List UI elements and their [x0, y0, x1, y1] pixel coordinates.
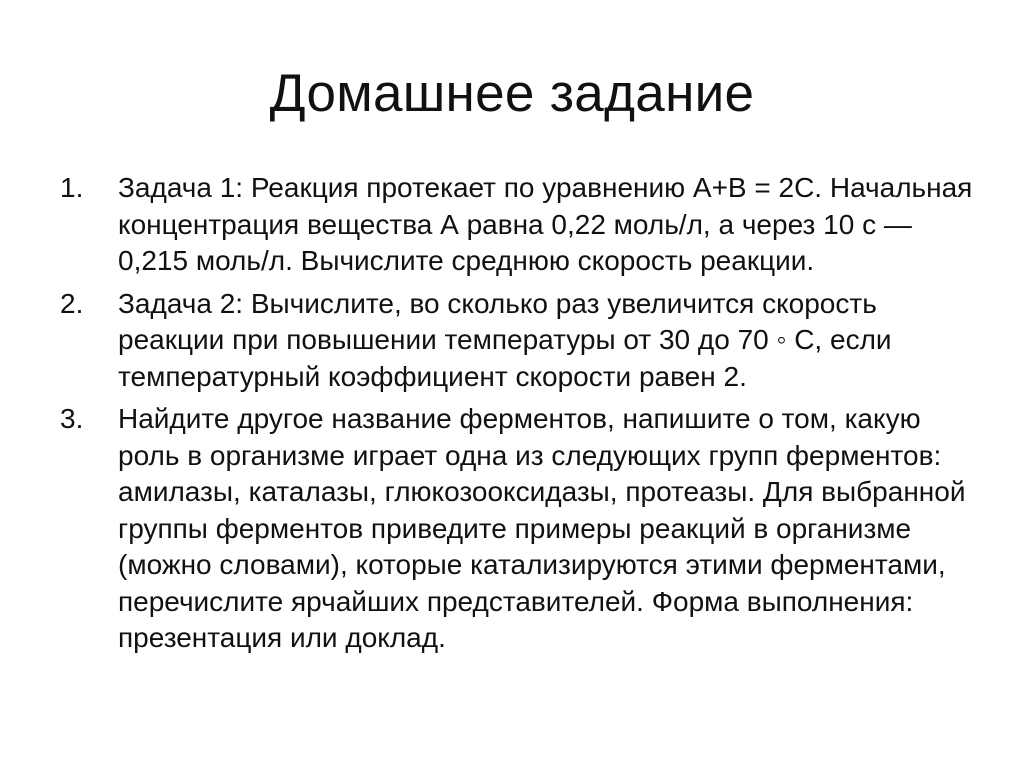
task-number: 1. — [60, 172, 84, 203]
slide-title: Домашнее задание — [269, 64, 755, 123]
task-text: Задача 2: Вычислите, во сколько раз увеличится скорость реакции при повышении температуры от 30 до 70 ◦ С, если температурный коэффициент скорости равен 2. — [118, 287, 892, 392]
task-item-2 — [60, 286, 980, 396]
task-list — [60, 170, 980, 663]
task-number: 2. — [60, 287, 84, 319]
task-item-1 — [60, 170, 980, 280]
task-text: Задача 1: Реакция протекает по уравнению А+В = 2С. Начальная концентрация вещества А равна 0,22 моль/л, а через 10 с — 0,215 моль/л. Вычислите среднюю скорость реакции. — [118, 172, 973, 276]
task-text: Найдите другое название ферментов, напишите о том, какую роль в организме играет одна из следующих групп ферментов: амилазы, каталазы, глюкозооксидазы, протеазы. Для выбранной группы ферментов приведите примеры реакций в организме (можно словами), которые катализируются этими ферментами, перечислите ярчайших представителей. Форма выполнения: презентация или доклад. — [118, 403, 966, 653]
task-number: 3. — [60, 403, 84, 434]
task-item-3 — [60, 401, 980, 657]
